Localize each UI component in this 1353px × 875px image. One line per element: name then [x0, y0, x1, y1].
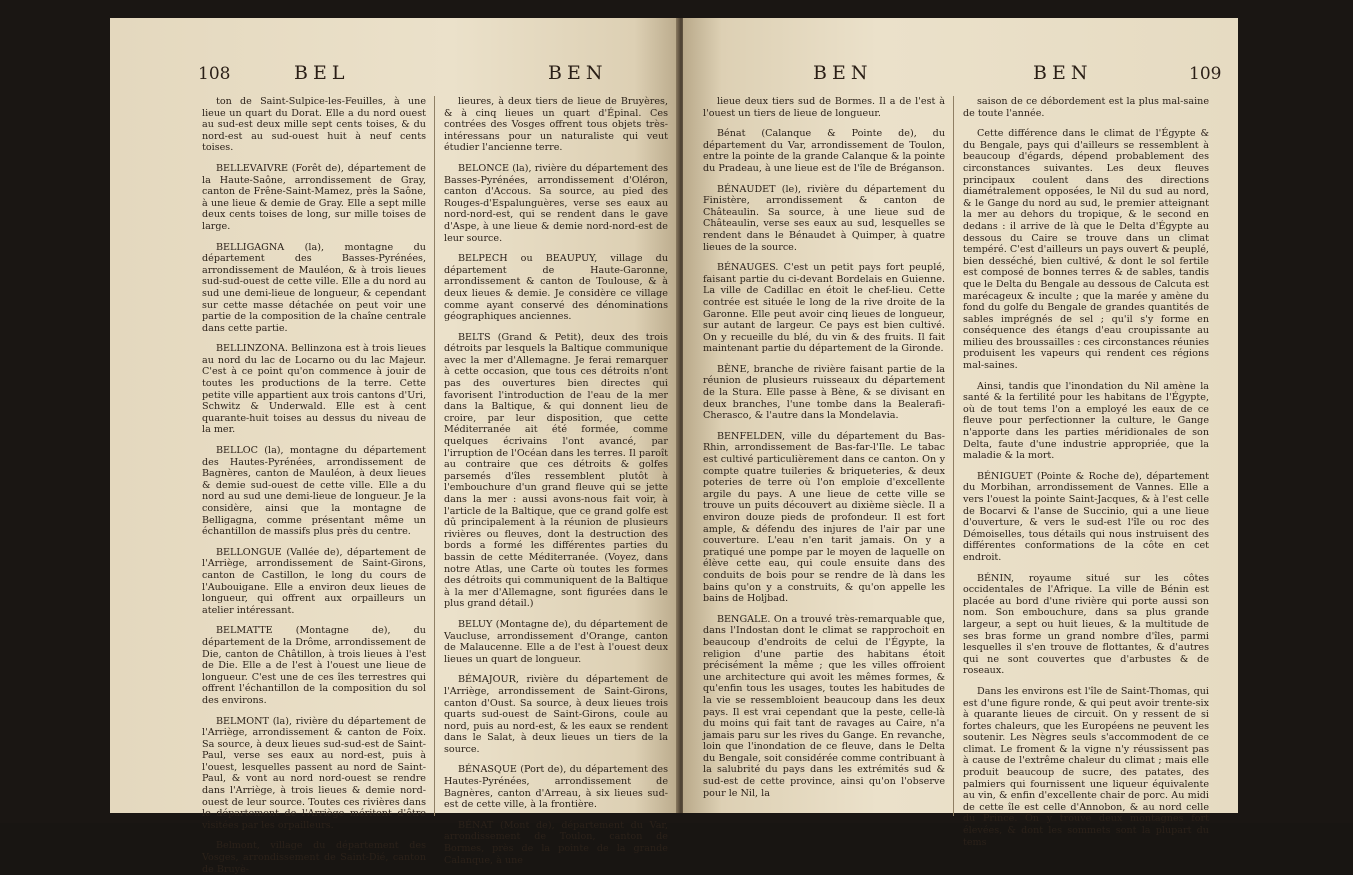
- text-column: [202, 96, 426, 875]
- paragraph: Dans les environs est l'île de Saint-Thomas, qui est d'une figure ronde, & qui peut avoir trente-six à quarante lieues de circuit. On y ressent de si fortes chaleurs, que les Européens ne peuvent les soutenir. Les Nègres seuls s'accommodent de ce climat. Le froment & la vigne n'y réussissent pas à cause de l'extrême chaleur du climat ; mais elle produit beaucoup de sucre, des patates, des palmiers qui fournissent une liqueur équivalente au vin, & enfin d'excellente chair de porc. Au midi de cette île est celle d'Annobon, & au nord celle du Prince. On y trouve deux montagnes fort élevées, & dont les sommets sont la plupart du tems: [963, 685, 1209, 848]
- running-header-right: BEN: [548, 62, 608, 84]
- paragraph: BELPECH ou BEAUPUY, village du département de Haute-Garonne, arrondissement & canton de Toulouse, & à deux lieues & demie. Je considère ce village comme ayant conservé des dénominations géographiques anciennes.: [444, 253, 668, 323]
- paragraph: ton de Saint-Sulpice-les-Feuilles, à une lieue un quart du Dorat. Elle a du nord ouest au sud-est deux mille sept cents toises, & du nord-est au sud-ouest huit à neuf cents toises.: [202, 96, 426, 154]
- paragraph: BELMONT (la), rivière du département de l'Arriège, arrondissement & canton de Foix. Sa source, à deux lieues sud-sud-est de Saint-Paul, verse ses eaux au nord-est, puis à l'ouest, lesquelles passent au nord de Saint-Paul, & vont au nord nord-ouest se rendre dans l'Arriège, à trois lieues & demie nord-ouest de leur source. Toutes ces rivières dans le département de l'Arriège méritent d'être visitées par les orpailleurs.: [202, 715, 426, 831]
- paragraph: BENFELDEN, ville du département du Bas-Rhin, arrondissement de Bas-far-l'Ile. Le tabac est cultivé particulièrement dans ce canton. On y compte quatre tuileries & briqueteries, & deux poteries de terre où l'on emploie d'excellente argile du pays. A une lieue de cette ville se trouve un puits découvert au dixième siècle. Il a environ douze pieds de profondeur. Il est fort ample, & défendu des injures de l'air par une couverture. L'eau n'en tarit jamais. On y a pratiqué une pompe par le moyen de laquelle on élève cette eau, qui coule ensuite dans des conduits de bois pour se rendre de là dans les bains qu'on y a construits, & qu'on appelle les bains de Holjbad.: [703, 430, 945, 605]
- paragraph: lieue deux tiers sud de Bormes. Il a de l'est à l'ouest un tiers de lieue de longueur.: [703, 96, 945, 119]
- paragraph: BELMATTE (Montagne de), du département de la Drôme, arrondissement de Die, canton de Châtillon, à trois lieues à l'est de Die. Elle a de l'est à l'ouest une lieue de longueur. C'est une de ces îles terrestres qui offrent l'échantillon de la composition du sol des environs.: [202, 625, 426, 706]
- text-column: [963, 96, 1210, 848]
- paragraph: BELUY (Montagne de), du département de Vaucluse, arrondissement d'Orange, canton de Malaucenne. Elle a de l'est à l'ouest deux lieues un quart de longueur.: [444, 618, 668, 665]
- paragraph: Ainsi, tandis que l'inondation du Nil amène la santé & la fertilité pour les habitans de l'Égypte, où de tout tems l'on a employé les eaux de ce fleuve pour perfectionner la culture, le Gange n'apporte dans les parties méridionales de son Delta, faute d'une industrie appropriée, que la maladie & la mort.: [963, 380, 1209, 462]
- page-number: 108: [198, 64, 231, 84]
- paragraph: Cette différence dans le climat de l'Égypte & du Bengale, pays qui d'ailleurs se ressemblent à beaucoup d'égards, dépend probablement des circonstances suivantes. Les deux fleuves principaux coulent dans des directions diamétralement opposées, le Nil du sud au nord, & le Gange du nord au sud, le premier atteignant la mer au dehors du tropique, & le second en dedans : il arrive de là que le Delta d'Égypte au dessous du Caire se trouve dans un climat tempéré. C'est d'ailleurs un pays ouvert & peuplé, bien desséché, bien cultivé, & dont le sol fertile est composé de bonnes terres & de sables, tandis que le Delta du Bengale au dessous de Calcuta est marécageux & inculte ; que la marée y amène du fond du golfe du Bengale de grandes quantités de sables imprégnés de sel ; qu'il s'y forme en conséquence des étangs d'eau croupissante au milieu des broussailles : ces circonstances réunies produisent les vapeurs qui rendent ces régions mal-saines.: [963, 128, 1210, 372]
- paragraph: BÉNIN, royaume situé sur les côtes occidentales de l'Afrique. La ville de Bénin est placée au bord d'une rivière qui porte aussi son nom. Son embouchure, dans sa plus grande largeur, a sept ou huit lieues, & la multitude de ses bras forme un grand nombre d'îles, parmi lesquelles il s'en trouve de flottantes, & d'autres qui ne sont couvertes que d'arbustes & de roseaux.: [963, 572, 1209, 677]
- column-rule: [434, 96, 435, 816]
- paragraph: Bénat (Calanque & Pointe de), du département du Var, arrondissement de Toulon, entre la pointe de la grande Calanque & la pointe du Pradeau, à une lieue est de l'île de Bréganson.: [703, 128, 946, 174]
- paragraph: BÉNAUGES. C'est un petit pays fort peuplé, faisant partie du ci-devant Bordelais en Guienne. La ville de Cadillac en étoit le chef-lieu. Cette contrée est située le long de la rive droite de la Garonne. Elle peut avoir cinq lieues de longueur, sur autant de largeur. Ce pays est bien cultivé. On y recueille du blé, du vin & des fruits. Il fait maintenant partie du département de la Gironde.: [703, 262, 945, 355]
- right-page: [683, 18, 1238, 848]
- paragraph: BÉNAT (Mont de), département du Var, arrondissement de Toulon, canton de Bormes, près de la pointe de la grande Calanque, à une: [444, 819, 668, 866]
- paragraph: BELLEVAIVRE (Forêt de), département de la Haute-Saône, arrondissement de Gray, canton de Frêne-Saint-Mamez, près la Saône, à une lieue & demie de Gray. Elle a sept mille deux cents toises de long, sur mille toises de large.: [202, 162, 426, 232]
- paragraph: BENGALE. On a trouvé très-remarquable que, dans l'Indostan dont le climat se rapprochoit en beaucoup d'endroits de celui de l'Égypte, la religion d'une partie des habitans étoit précisément la même ; que les villes offroient une architecture qui avoit les mêmes formes, & qu'enfin tous les usages, toutes les habitudes de la vie se ressembloient beaucoup dans les deux pays. Il est vrai cependant que la peste, celle-là du moins qui fait tant de ravages au Caire, n'a jamais paru sur les rives du Gange. En revanche, loin que l'inondation de ce fleuve, dans le Delta du Bengale, soit considérée comme contribuant à la salubrité du pays dans les extrémités sud & sud-est de cette province, ainsi qu'on l'observe pour le Nil, la: [703, 613, 945, 799]
- running-header-left: BEN: [813, 62, 873, 84]
- paragraph: BÉNASQUE (Port de), du département des Hautes-Pyrénées, arrondissement de Bagnères, canton d'Arreau, à six lieues sud-est de cette ville, à la frontière.: [444, 764, 668, 811]
- paragraph: BELLIGAGNA (la), montagne du département des Basses-Pyrénées, arrondissement de Mauléon, & à trois lieues sud-sud-ouest de cette ville. Elle a du nord au sud une demi-lieue de longueur, & cependant sur cette masse détachée on peut voir une partie de la composition de la chaîne centrale dans cette partie.: [202, 241, 426, 334]
- paragraph: BÉMAJOUR, rivière du département de l'Arriège, arrondissement de Saint-Girons, canton d'Oust. Sa source, à deux lieues trois quarts sud-ouest de Saint-Girons, coule au nord, puis au nord-est, & les eaux se rendent dans le Salat, à deux lieues un tiers de la source.: [444, 674, 668, 755]
- text-column: [703, 96, 945, 805]
- paragraph: saison de ce débordement est la plus mal-saine de toute l'année.: [963, 96, 1209, 119]
- paragraph: BELLONGUE (Vallée de), département de l'Arriège, arrondissement de Saint-Girons, canton de Castillon, le long du cours de l'Aubouigane. Elle a environ deux lieues de longueur, qui offrent aux orpailleurs un atelier intéressant.: [202, 546, 426, 616]
- running-header-left: BEL: [294, 62, 350, 84]
- paragraph: BELTS (Grand & Petit), deux des trois détroits par lesquels la Baltique communique avec la mer d'Allemagne. Je ferai remarquer à cette occasion, que tous ces détroits n'ont pas des ouvertures bien directes qui favorisent l'introduction de l'eau de la mer dans la Baltique, & qui donnent lieu de croire, par leur disposition, que cette Méditerranée ait été formée, comme quelques écrivains l'ont avancé, par l'irruption de l'Océan dans les terres. Il paroît au contraire que ces détroits & golfes parsemés d'îles ressemblent plutôt à l'embouchure d'un grand fleuve qui se jette dans la mer : aussi avons-nous fait voir, à l'article de la Baltique, que ce grand golfe est dû principalement à la réunion de plusieurs rivières ou fleuves, dont la destruction des bords a formé les différentes parties du bassin de cette Méditerranée. (Voyez, dans notre Atlas, une Carte où toutes les formes des détroits qui communiquent de la Baltique à la mer d'Allemagne, sont figurées dans le plus grand détail.): [444, 331, 668, 610]
- text-column: [444, 96, 668, 866]
- paragraph: BELLINZONA. Bellinzona est à trois lieues au nord du lac de Locarno ou du lac Majeur. C'est à ce point qu'on commence à jouir de toutes les productions de la terre. Cette petite ville appartient aux trois cantons d'Uri, Schwitz & Underwald. Elle est à cent quarante-huit toises au dessus du niveau de la mer.: [202, 343, 426, 436]
- left-page: [110, 18, 680, 875]
- column-rule: [953, 96, 954, 816]
- paragraph: BÉNAUDET (le), rivière du département du Finistère, arrondissement & canton de Châteaulin. Sa source, à une lieue sud de Châteaulin, verse ses eaux au sud, lesquelles se rendent dans le Bénaudet à Quimper, à quatre lieues de la source.: [703, 183, 945, 253]
- paragraph: BÉNIGUET (Pointe & Roche de), département du Morbihan, arrondissement de Vannes. Elle a vers l'ouest la pointe Saint-Jacques, & à l'est celle de Bocarvi & l'anse de Succinio, qui a une lieue d'ouverture, & vers le sud-est l'île ou roc des Démoiselles, tous détails qui nous instruisent des différentes conformations de la côte en cet endroit.: [963, 470, 1209, 563]
- paragraph: lieures, à deux tiers de lieue de Bruyères, & à cinq lieues un quart d'Épinal. Ces contrées des Vosges offrent tous objets très-intéressans pour un naturaliste qui veut étudier l'ancienne terre.: [444, 96, 668, 154]
- paragraph: Belmont, village du département des Vosges, arrondissement de Saint-Dié, canton de Bruyè-: [202, 840, 426, 875]
- paragraph: BÈNE, branche de rivière faisant partie de la réunion de plusieurs ruisseaux du département de la Stura. Elle passe à Bène, & se divisant en deux branches, l'une tombe dans la Bealerafi-Cherasco, & l'autre dans la Mondelavia.: [703, 363, 945, 422]
- page-number: 109: [1189, 64, 1222, 84]
- running-header-right: BEN: [1033, 62, 1093, 84]
- paragraph: BELONCE (la), rivière du département des Basses-Pyrénées, arrondissement d'Oléron, canton d'Accous. Sa source, au pied des Rouges-d'Espalunguères, verse ses eaux au nord-nord-est, qui se rendent dans le gave d'Aspe, à une lieue & demie nord-nord-est de leur source.: [444, 162, 668, 244]
- paragraph: BELLOC (la), montagne du département des Hautes-Pyrénées, arrondissement de Bagnères, canton de Mauléon, à deux lieues & demie sud-ouest de cette ville. Elle a du nord au sud une demi-lieue de longueur. Je la considère, ainsi que la montagne de Belligagna, comme présentant même un échantillon de massifs plus près du centre.: [202, 445, 426, 538]
